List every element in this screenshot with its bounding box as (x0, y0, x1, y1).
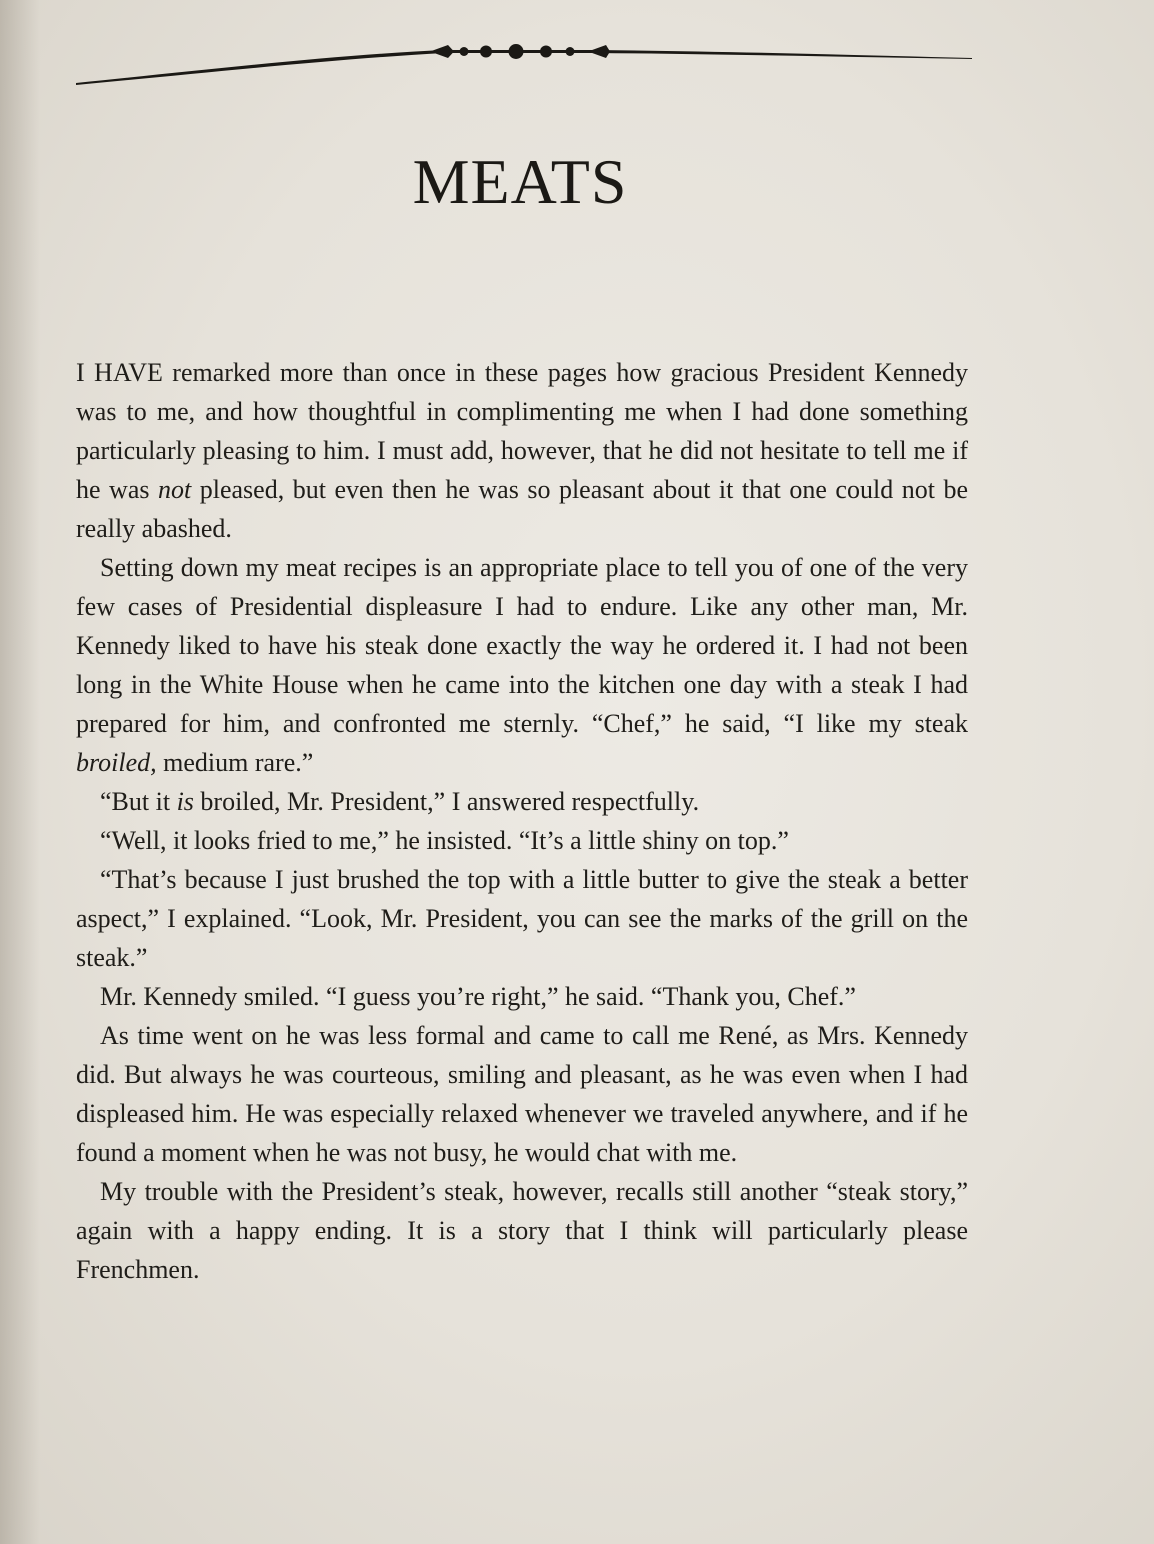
body-paragraph (76, 1016, 968, 1172)
paragraph-text: My trouble with the President’s steak, however, recalls still another “steak story,” again with a happy ending. It is a story that I think will particularly please Frenchmen. (76, 1177, 968, 1284)
italic-emphasis: broiled, (76, 748, 157, 777)
paragraph-text: Mr. Kennedy smiled. “I guess you’re right,” he said. “Thank you, Chef.” (100, 982, 856, 1011)
ornamental-rule (74, 36, 974, 92)
body-paragraph (76, 1172, 968, 1289)
body-paragraph (76, 977, 968, 1016)
body-paragraph (76, 860, 968, 977)
body-paragraph (76, 548, 968, 782)
paragraph-text: “That’s because I just brushed the top with a little butter to give the steak a better aspect,” I explained. “Look, Mr. President, you can see the marks of the grill on the steak.” (76, 865, 968, 972)
paragraph-text: medium rare.” (156, 748, 314, 777)
body-paragraph (76, 353, 968, 548)
page-gutter-shadow (0, 0, 40, 1544)
italic-emphasis: not (158, 475, 192, 504)
paragraph-text: As time went on he was less formal and came to call me René, as Mrs. Kennedy did. But always he was courteous, smiling and pleasant, as he was even when I had displeased him. He was especially relaxed whenever we traveled anywhere, and if he found a moment when he was not busy, he would chat with me. (76, 1021, 968, 1167)
chapter-title: MEATS (412, 146, 628, 217)
paragraph-text: pleased, but even then he was so pleasant about it that one could not be really abashed. (76, 475, 968, 543)
paragraph-text: I HAVE remarked more than once in these pages how gracious President Kennedy was to me, and how thoughtful in complimenting me when I had done something particularly pleasing to him. I must add, however, that he did not hesitate to tell me if he was (76, 358, 968, 504)
paragraph-text: broiled, Mr. President,” I answered respectfully. (193, 787, 700, 816)
paragraph-text: “But it (100, 787, 177, 816)
paragraph-text: Setting down my meat recipes is an appropriate place to tell you of one of the very few cases of Presidential displeasure I had to endure. Like any other man, Mr. Kennedy liked to have his steak done exactly the way he ordered it. I had not been long in the White House when he came into the kitchen one day with a steak I had prepared for him, and confronted me sternly. “Chef,” he said, “I like my steak (76, 553, 968, 738)
body-paragraph (76, 821, 968, 860)
paragraph-text: “Well, it looks fried to me,” he insisted. “It’s a little shiny on top.” (100, 826, 789, 855)
body-paragraph (76, 782, 968, 821)
chapter-body (76, 353, 968, 1289)
italic-emphasis: is (176, 787, 194, 816)
